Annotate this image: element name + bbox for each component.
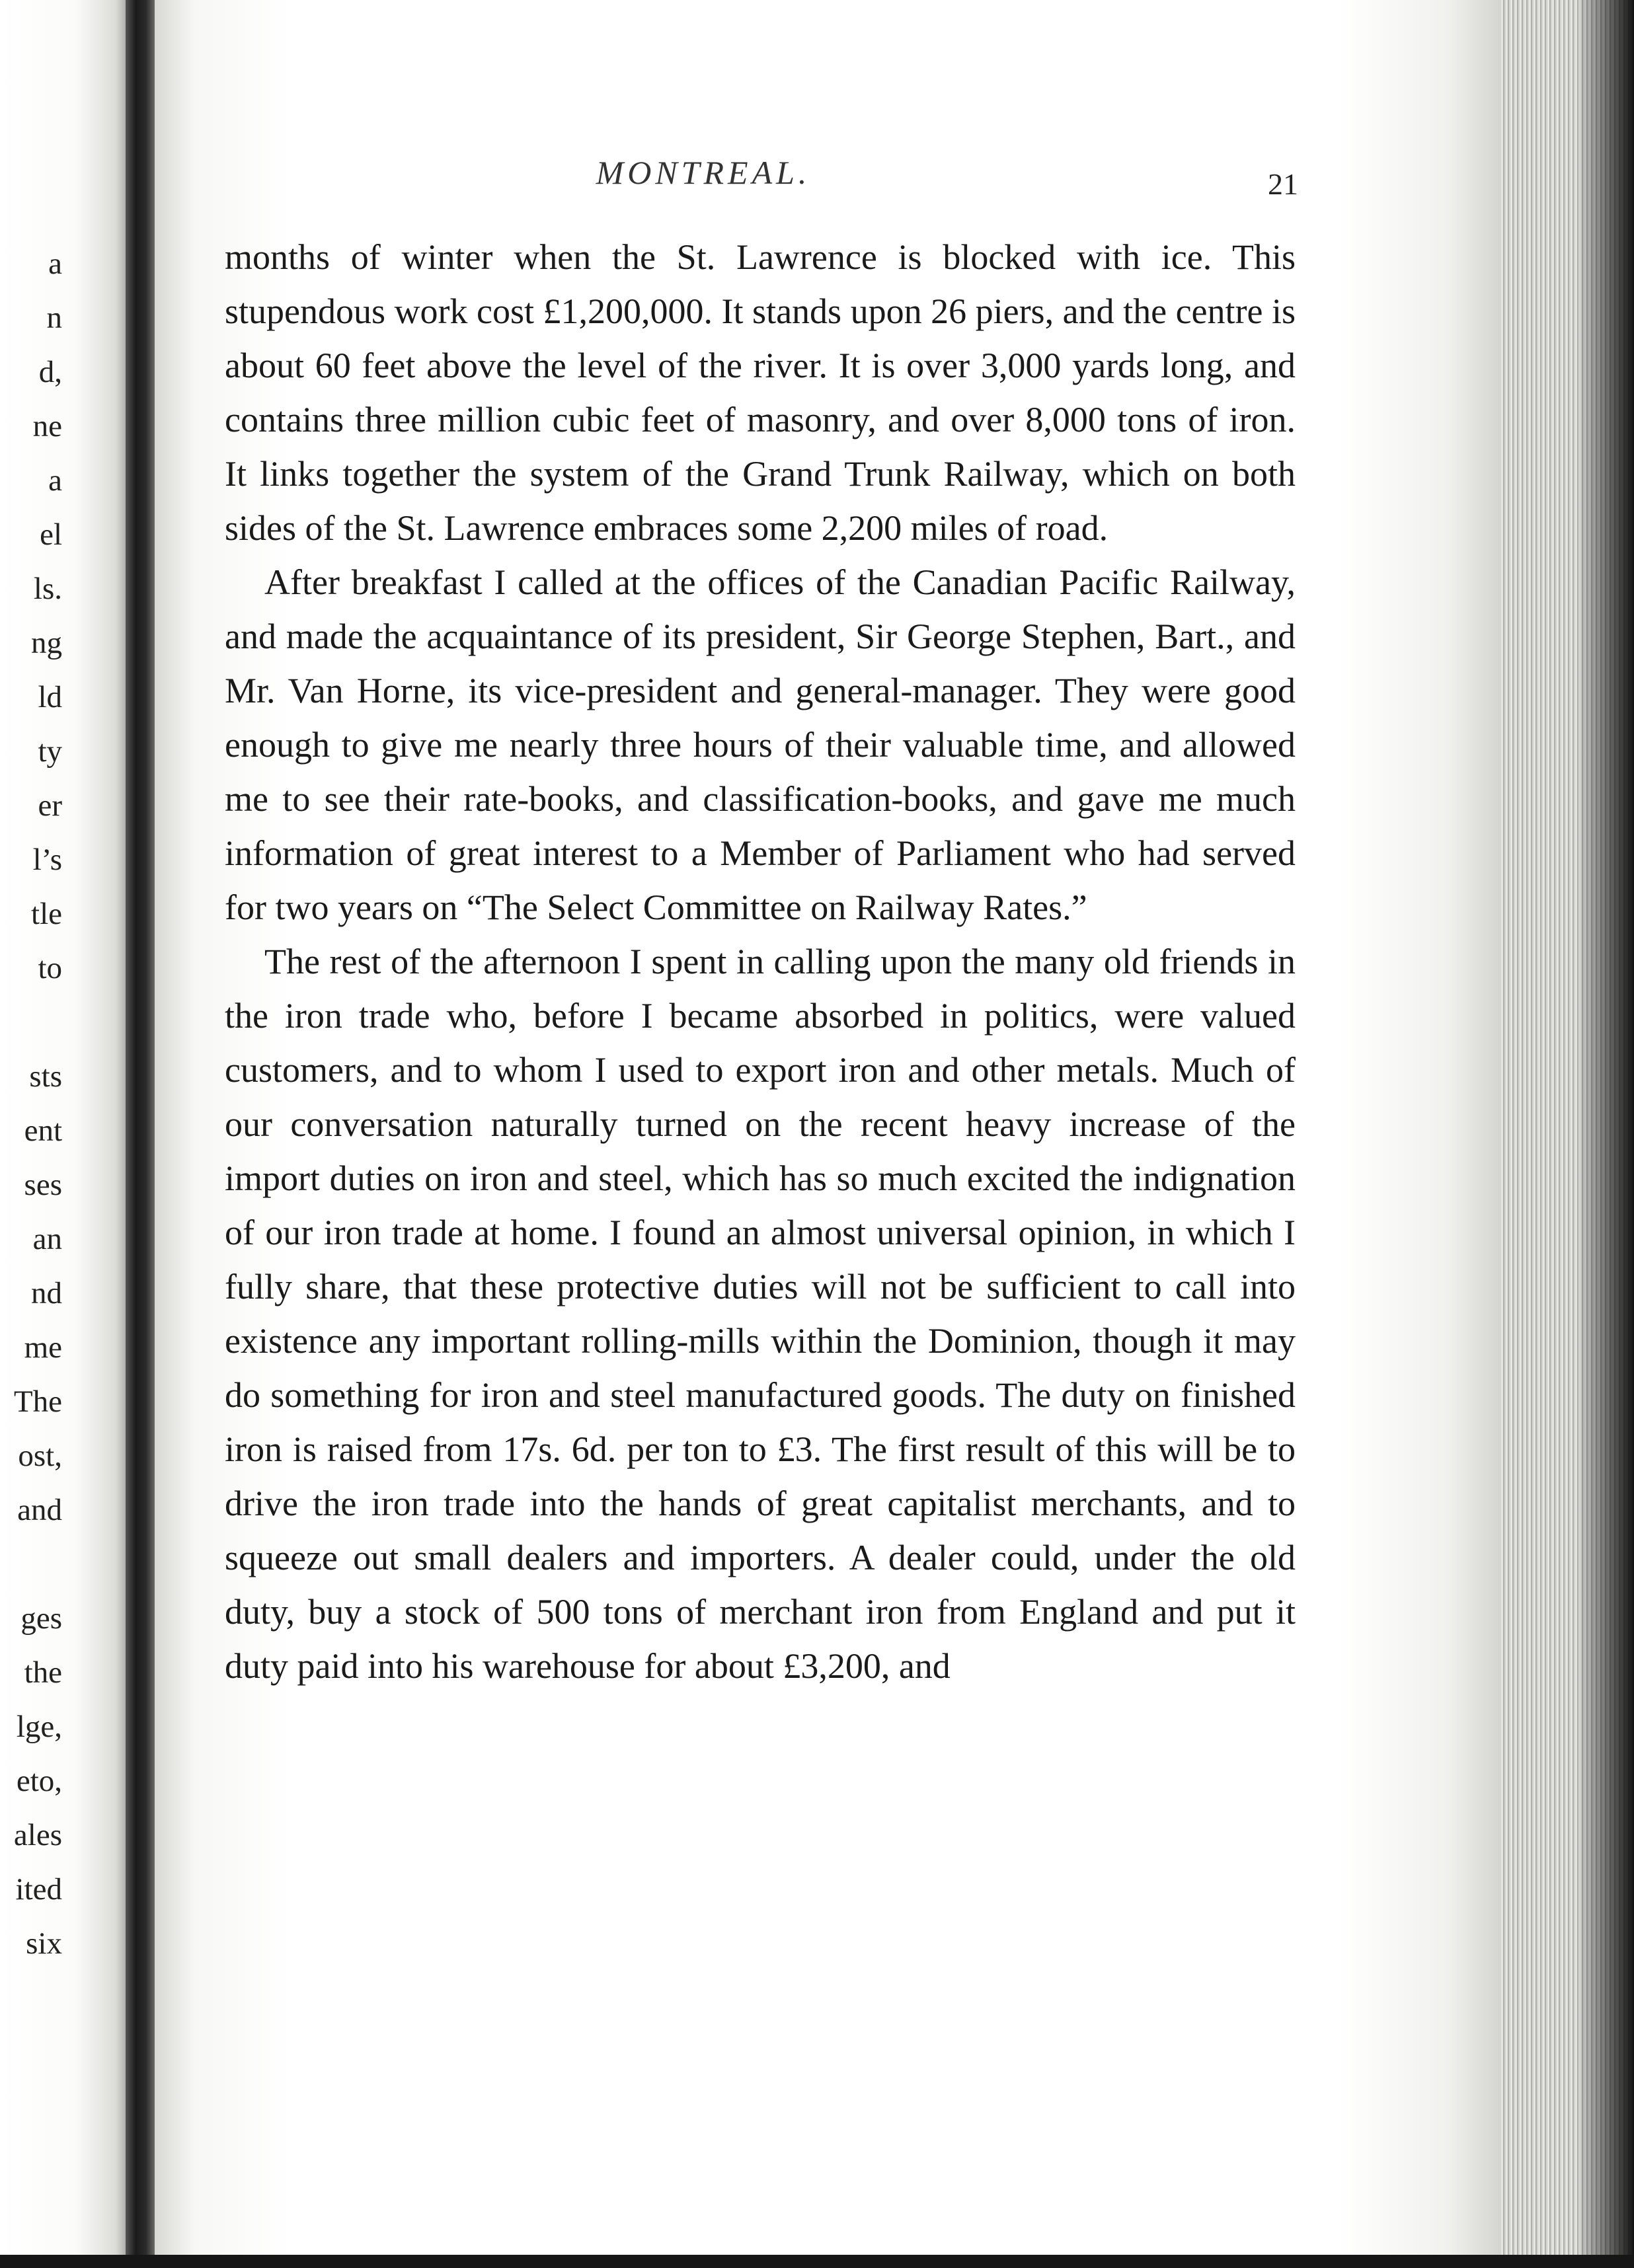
left-fragment-line: ales [13, 1818, 62, 1852]
paragraph: months of winter when the St. Lawrence is blocked with ice. This stupendous work cost £1,200,000. It stands upon 26 piers, and the centre is about 60 feet above the level of the river. It is over 3,000 yards long, and contains three million cubic feet of masonry, and over 8,000 tons of iron. It links together the system of the Grand Trunk Railway, which on both sides of the St. Lawrence embraces some 2,200 miles of road. [225, 237, 1296, 548]
left-fragment-line: n [46, 301, 62, 335]
left-fragment-line: ls. [33, 572, 62, 606]
left-fragment-line: eto, [16, 1764, 62, 1798]
page-edges-shadow [1580, 0, 1634, 2268]
left-fragment-line: lge, [16, 1710, 62, 1744]
left-fragment-line: The [13, 1384, 62, 1419]
left-fragment-line: to [38, 951, 62, 985]
previous-page-fragment [0, 0, 126, 2268]
left-fragment-line: tle [31, 897, 62, 931]
running-head: MONTREAL. [596, 154, 811, 191]
left-fragment-line: ited [15, 1872, 62, 1907]
left-fragment-line: nd [31, 1276, 62, 1310]
paragraph: After breakfast I called at the offices of the Canadian Pacific Railway, and made the acquaintance of its president, Sir George Stephen, Bart., and Mr. Van Horne, its vice-president and general-manager. They were good enough to give me nearly three hours of their valuable time, and allowed me to see their rate-books, and classification-books, and gave me much information of great interest to a Member of Parliament who had served for two years on “The Select Committee on Railway Rates.” [225, 562, 1296, 927]
left-fragment-line: a [48, 246, 62, 281]
left-fragment-line: ges [20, 1601, 62, 1636]
left-fragment-line: and [17, 1493, 62, 1527]
body-text [225, 230, 1296, 1693]
left-fragment-line: ent [24, 1114, 62, 1148]
left-fragment-line: the [24, 1655, 62, 1690]
scan-border [0, 2255, 1634, 2268]
book-gutter [126, 0, 155, 2268]
left-fragment-line: a [48, 463, 62, 498]
page-number: 21 [1268, 167, 1298, 201]
left-fragment-line: ty [38, 734, 62, 769]
left-fragment-line: an [32, 1222, 62, 1256]
left-fragment-line: d, [38, 355, 62, 389]
left-fragment-line: ld [38, 680, 62, 714]
paragraph: The rest of the afternoon I spent in calling upon the many old friends in the iron trade who, before I became absorbed in politics, were valued customers, and to whom I used to export iron and other metals. Much of our conversation naturally turned on the recent heavy increase of the import duties on iron and steel, which has so much excited the indignation of our iron trade at home. I found an almost universal opinion, in which I fully share, that these protective duties will not be sufficient to call into existence any important rolling-mills within the Dominion, though it may do something for iron and steel manufactured goods. The duty on finished iron is raised from 17s. 6d. per ton to £3. The first result of this will be to drive the iron trade into the hands of great capitalist merchants, and to squeeze out small dealers and importers. A dealer could, under the old duty, buy a stock of 500 tons of merchant iron from England and put it duty paid into his warehouse for about £3,200, and [225, 942, 1296, 1686]
left-fragment-line: er [38, 788, 62, 823]
left-fragment-line: el [40, 517, 62, 552]
left-fragment-line: ng [31, 626, 62, 660]
left-fragment-line: l’s [32, 843, 62, 877]
left-fragment-line: sts [29, 1059, 62, 1094]
left-fragment-line: ne [32, 409, 62, 443]
left-fragment-line: ost, [18, 1439, 62, 1473]
left-fragment-line: ses [24, 1168, 62, 1202]
left-fragment-line: me [24, 1330, 62, 1365]
left-fragment-line: six [26, 1926, 62, 1961]
